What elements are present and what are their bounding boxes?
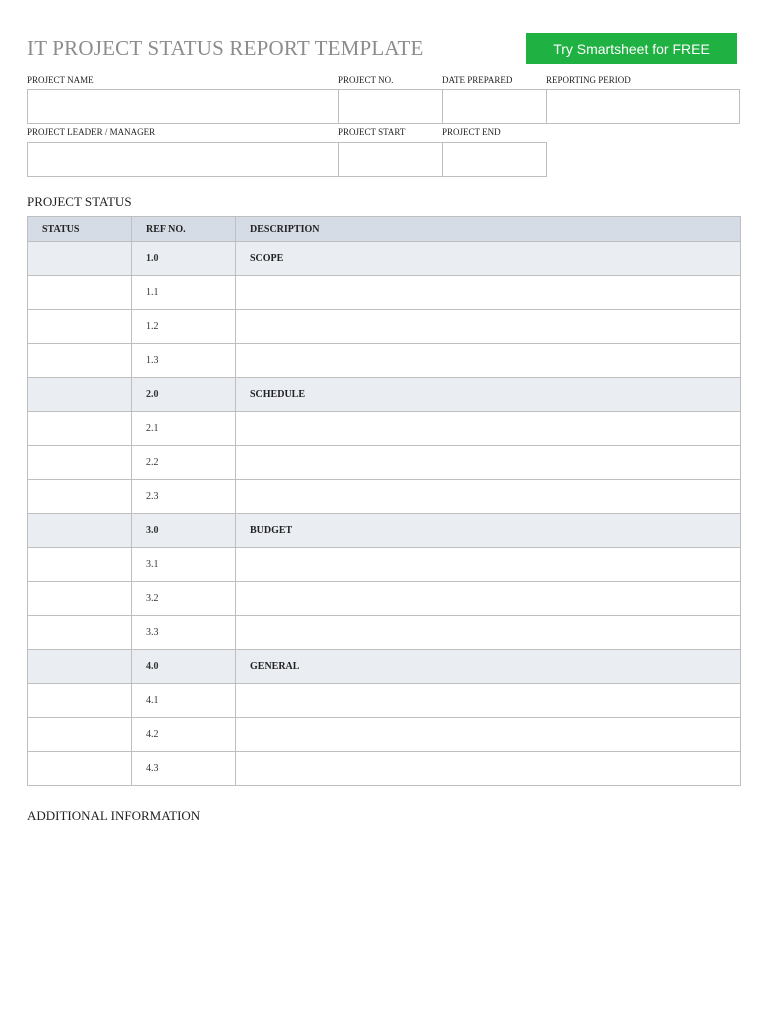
description-cell[interactable] <box>236 480 741 514</box>
table-row <box>28 412 741 446</box>
status-cell[interactable] <box>28 616 132 650</box>
ref-no-cell: 2.1 <box>132 412 236 446</box>
ref-no-cell: 4.2 <box>132 718 236 752</box>
project-name-field[interactable] <box>27 89 339 124</box>
description-cell[interactable] <box>236 752 741 786</box>
status-cell[interactable] <box>28 684 132 718</box>
status-cell[interactable] <box>28 582 132 616</box>
status-cell[interactable] <box>28 548 132 582</box>
status-cell[interactable] <box>28 718 132 752</box>
ref-no-cell: 1.2 <box>132 310 236 344</box>
project-end-label: PROJECT END <box>442 127 501 137</box>
ref-no-cell: 4.1 <box>132 684 236 718</box>
description-cell[interactable] <box>236 446 741 480</box>
description-cell[interactable] <box>236 616 741 650</box>
ref-no-cell: 3.1 <box>132 548 236 582</box>
description-column-header: DESCRIPTION <box>236 217 741 242</box>
status-cell[interactable] <box>28 378 132 412</box>
section-row <box>28 514 741 548</box>
ref-no-cell: 3.2 <box>132 582 236 616</box>
status-cell[interactable] <box>28 480 132 514</box>
status-cell[interactable] <box>28 344 132 378</box>
project-start-label: PROJECT START <box>338 127 406 137</box>
description-cell[interactable] <box>236 276 741 310</box>
status-column-header: STATUS <box>28 217 132 242</box>
project-end-field[interactable] <box>442 142 547 177</box>
description-cell[interactable]: SCOPE <box>236 242 741 276</box>
project-no-field[interactable] <box>338 89 443 124</box>
project-start-field[interactable] <box>338 142 443 177</box>
date-prepared-label: DATE PREPARED <box>442 75 513 85</box>
ref-no-cell: 1.0 <box>132 242 236 276</box>
ref-no-cell: 2.3 <box>132 480 236 514</box>
date-prepared-field[interactable] <box>442 89 547 124</box>
description-cell[interactable]: GENERAL <box>236 650 741 684</box>
table-row <box>28 276 741 310</box>
status-cell[interactable] <box>28 412 132 446</box>
project-status-heading: PROJECT STATUS <box>27 194 132 209</box>
section-row <box>28 378 741 412</box>
ref-no-cell: 1.3 <box>132 344 236 378</box>
table-row <box>28 684 741 718</box>
project-status-table <box>27 216 741 786</box>
description-cell[interactable]: BUDGET <box>236 514 741 548</box>
table-row <box>28 344 741 378</box>
table-row <box>28 446 741 480</box>
description-cell[interactable] <box>236 582 741 616</box>
status-cell[interactable] <box>28 310 132 344</box>
status-cell[interactable] <box>28 514 132 548</box>
project-leader-field[interactable] <box>27 142 339 177</box>
status-cell[interactable] <box>28 752 132 786</box>
ref-no-cell: 4.3 <box>132 752 236 786</box>
project-no-label: PROJECT NO. <box>338 75 394 85</box>
description-cell[interactable] <box>236 344 741 378</box>
table-row <box>28 718 741 752</box>
ref-no-cell: 3.0 <box>132 514 236 548</box>
ref-no-cell: 1.1 <box>132 276 236 310</box>
status-cell[interactable] <box>28 242 132 276</box>
project-leader-label: PROJECT LEADER / MANAGER <box>27 127 156 137</box>
section-row <box>28 242 741 276</box>
status-cell[interactable] <box>28 446 132 480</box>
page-title: IT PROJECT STATUS REPORT TEMPLATE <box>27 36 424 60</box>
table-row <box>28 616 741 650</box>
ref-no-column-header: REF NO. <box>132 217 236 242</box>
additional-information-heading: ADDITIONAL INFORMATION <box>27 808 201 823</box>
description-cell[interactable] <box>236 310 741 344</box>
project-name-label: PROJECT NAME <box>27 75 94 85</box>
table-row <box>28 548 741 582</box>
table-row <box>28 752 741 786</box>
table-row <box>28 582 741 616</box>
description-cell[interactable] <box>236 548 741 582</box>
reporting-period-label: REPORTING PERIOD <box>546 75 631 85</box>
ref-no-cell: 4.0 <box>132 650 236 684</box>
ref-no-cell: 2.2 <box>132 446 236 480</box>
ref-no-cell: 3.3 <box>132 616 236 650</box>
status-cell[interactable] <box>28 276 132 310</box>
ref-no-cell: 2.0 <box>132 378 236 412</box>
table-row <box>28 480 741 514</box>
status-cell[interactable] <box>28 650 132 684</box>
reporting-period-field[interactable] <box>546 89 740 124</box>
table-row <box>28 310 741 344</box>
description-cell[interactable]: SCHEDULE <box>236 378 741 412</box>
table-header-row <box>28 217 741 242</box>
description-cell[interactable] <box>236 684 741 718</box>
try-smartsheet-button[interactable]: Try Smartsheet for FREE <box>526 33 737 64</box>
description-cell[interactable] <box>236 718 741 752</box>
status-table-body <box>28 242 741 786</box>
description-cell[interactable] <box>236 412 741 446</box>
section-row <box>28 650 741 684</box>
